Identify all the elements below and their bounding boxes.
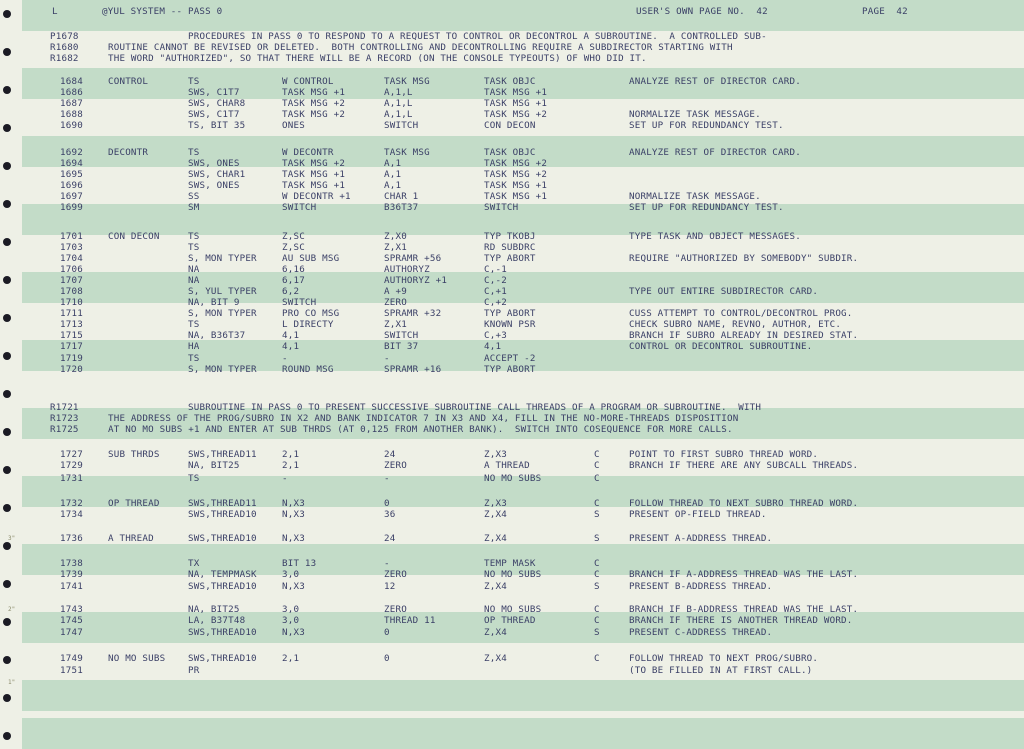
opcode: NA [188, 264, 200, 275]
address-a: PRO CO MSG [282, 308, 340, 319]
address-b: A,1 [384, 180, 402, 191]
remark: SET UP FOR REDUNDANCY TEST. [629, 120, 784, 131]
address-a: - [282, 353, 288, 364]
header-page-number: PAGE 42 [862, 6, 908, 17]
header-left: L [52, 6, 58, 17]
address-b: SPRAMR +32 [384, 308, 442, 319]
address-b: SPRAMR +16 [384, 364, 442, 375]
flag: C [594, 558, 600, 569]
line-number: 1688 [60, 109, 83, 120]
remark: SET UP FOR REDUNDANCY TEST. [629, 202, 784, 213]
address-b: ZERO [384, 297, 407, 308]
address-b: SWITCH [384, 120, 419, 131]
address-a: 6,17 [282, 275, 305, 286]
address-a: Z,SC [282, 242, 305, 253]
comment-text: THE WORD "AUTHORIZED", SO THAT THERE WILL BE A RECORD (ON THE CONSOLE TYPEOUTS) OF WHO DID IT. [108, 53, 647, 64]
address-a: TASK MSG +1 [282, 169, 346, 180]
address-b: TASK MSG [384, 147, 430, 158]
location-label: SUB THRDS [108, 449, 160, 460]
line-number: 1720 [60, 364, 83, 375]
address-c: TASK MSG +1 [484, 180, 548, 191]
opcode: SWS,THREAD10 [188, 627, 257, 638]
address-b: AUTHORYZ +1 [384, 275, 448, 286]
line-number: 1734 [60, 509, 83, 520]
remark: (TO BE FILLED IN AT FIRST CALL.) [629, 665, 813, 676]
header-system: @YUL SYSTEM -- PASS 0 [102, 6, 223, 17]
comment-text: SUBROUTINE IN PASS 0 TO PRESENT SUCCESSIVE SUBROUTINE CALL THREADS OF A PROGRAM OR SUBROUTINE. WITH [188, 402, 762, 413]
opcode: NA, TEMPMASK [188, 569, 257, 580]
address-b: 0 [384, 653, 390, 664]
address-c: OP THREAD [484, 615, 536, 626]
line-number: R1723 [50, 413, 79, 424]
header-user-page: USER'S OWN PAGE NO. 42 [636, 6, 768, 17]
opcode: TS [188, 242, 200, 253]
line-number: 1719 [60, 353, 83, 364]
flag: S [594, 627, 600, 638]
address-a: N,X3 [282, 627, 305, 638]
remark: BRANCH IF B-ADDRESS THREAD WAS THE LAST. [629, 604, 859, 615]
line-number: 1732 [60, 498, 83, 509]
address-c: CON DECON [484, 120, 536, 131]
line-number: R1725 [50, 424, 79, 435]
address-a: SWITCH [282, 202, 317, 213]
line-number: 1707 [60, 275, 83, 286]
address-b: SPRAMR +56 [384, 253, 442, 264]
address-c: TYP TKOBJ [484, 231, 536, 242]
feed-hole-icon [3, 694, 11, 702]
line-number: 1687 [60, 98, 83, 109]
address-a: 3,0 [282, 604, 300, 615]
remark: BRANCH IF THERE IS ANOTHER THREAD WORD. [629, 615, 853, 626]
feed-hole-icon [3, 504, 11, 512]
address-c: Z,X4 [484, 653, 507, 664]
location-label: NO MO SUBS [108, 653, 166, 664]
address-a: ROUND MSG [282, 364, 334, 375]
opcode: NA, BIT25 [188, 460, 240, 471]
remark: TYPE OUT ENTIRE SUBDIRECTOR CARD. [629, 286, 819, 297]
opcode: SWS, CHAR8 [188, 98, 246, 109]
feed-hole-icon [3, 10, 11, 18]
location-label: CON DECON [108, 231, 160, 242]
line-number: 1692 [60, 147, 83, 158]
address-c: C,-1 [484, 264, 507, 275]
line-number: R1680 [50, 42, 79, 53]
paper-stripe [22, 680, 1024, 711]
address-b: 24 [384, 449, 396, 460]
line-number: 1736 [60, 533, 83, 544]
address-b: TASK MSG [384, 76, 430, 87]
line-number: 1749 [60, 653, 83, 664]
line-number: R1721 [50, 402, 79, 413]
address-c: Z,X3 [484, 498, 507, 509]
line-number: 1711 [60, 308, 83, 319]
address-a: TASK MSG +1 [282, 180, 346, 191]
line-number: 1747 [60, 627, 83, 638]
location-label: OP THREAD [108, 498, 160, 509]
address-b: ZERO [384, 460, 407, 471]
opcode: TS [188, 319, 200, 330]
line-number: R1682 [50, 53, 79, 64]
line-number: 1699 [60, 202, 83, 213]
remark: PRESENT C-ADDRESS THREAD. [629, 627, 773, 638]
feed-hole-icon [3, 656, 11, 664]
feed-hole-icon [3, 200, 11, 208]
opcode: NA, B36T37 [188, 330, 246, 341]
address-b: - [384, 353, 390, 364]
address-c: KNOWN PSR [484, 319, 536, 330]
address-a: TASK MSG +2 [282, 98, 346, 109]
remark: PRESENT OP-FIELD THREAD. [629, 509, 767, 520]
opcode: TX [188, 558, 200, 569]
address-b: A,1,L [384, 87, 413, 98]
comment-text: AT NO MO SUBS +1 AND ENTER AT SUB THRDS (AT 0,125 FROM ANOTHER BANK). SWITCH INTO COSEQUENCE FOR MORE CALLS. [108, 424, 733, 435]
opcode: TS [188, 231, 200, 242]
line-number: 1751 [60, 665, 83, 676]
paper-stripe [22, 272, 1024, 303]
address-a: N,X3 [282, 581, 305, 592]
remark: NORMALIZE TASK MESSAGE. [629, 109, 761, 120]
opcode: TS, BIT 35 [188, 120, 246, 131]
opcode: SWS,THREAD10 [188, 653, 257, 664]
address-b: A,1 [384, 158, 402, 169]
address-c: Z,X4 [484, 627, 507, 638]
address-c: TASK OBJC [484, 147, 536, 158]
address-c: A THREAD [484, 460, 530, 471]
feed-hole-icon [3, 352, 11, 360]
address-c: TYP ABORT [484, 364, 536, 375]
line-number: 1695 [60, 169, 83, 180]
address-c: C,+2 [484, 297, 507, 308]
address-c: TASK MSG +2 [484, 158, 548, 169]
feed-hole-icon [3, 428, 11, 436]
address-c: TYP ABORT [484, 308, 536, 319]
opcode: TS [188, 76, 200, 87]
opcode: S, YUL TYPER [188, 286, 257, 297]
line-number: 1738 [60, 558, 83, 569]
address-a: W DECONTR +1 [282, 191, 351, 202]
remark: ANALYZE REST OF DIRECTOR CARD. [629, 76, 801, 87]
address-b: Z,X1 [384, 319, 407, 330]
address-b: Z,X0 [384, 231, 407, 242]
opcode: S, MON TYPER [188, 308, 257, 319]
comment-text: ROUTINE CANNOT BE REVISED OR DELETED. BOTH CONTROLLING AND DECONTROLLING REQUIRE A SUBDIRECTOR STARTING WITH [108, 42, 733, 53]
flag: C [594, 449, 600, 460]
remark: REQUIRE "AUTHORIZED BY SOMEBODY" SUBDIR. [629, 253, 859, 264]
remark: BRANCH IF A-ADDRESS THREAD WAS THE LAST. [629, 569, 859, 580]
opcode: SWS,THREAD10 [188, 533, 257, 544]
line-number: 1694 [60, 158, 83, 169]
flag: C [594, 615, 600, 626]
location-label: DECONTR [108, 147, 149, 158]
line-number: 1706 [60, 264, 83, 275]
opcode: SWS, CHAR1 [188, 169, 246, 180]
address-b: A,1 [384, 169, 402, 180]
opcode: S, MON TYPER [188, 364, 257, 375]
address-a: N,X3 [282, 498, 305, 509]
address-b: A,1,L [384, 98, 413, 109]
address-c: TASK OBJC [484, 76, 536, 87]
address-b: 12 [384, 581, 396, 592]
address-c: NO MO SUBS [484, 569, 542, 580]
line-number: 1713 [60, 319, 83, 330]
address-c: SWITCH [484, 202, 519, 213]
address-a: 6,16 [282, 264, 305, 275]
opcode: LA, B37T48 [188, 615, 246, 626]
line-number: 1703 [60, 242, 83, 253]
address-a: N,X3 [282, 509, 305, 520]
address-a: W CONTROL [282, 76, 334, 87]
feed-hole-icon [3, 314, 11, 322]
opcode: TS [188, 147, 200, 158]
address-b: - [384, 558, 390, 569]
feed-hole-icon [3, 124, 11, 132]
feed-hole-icon [3, 466, 11, 474]
flag: S [594, 581, 600, 592]
address-c: C,+3 [484, 330, 507, 341]
opcode: SWS, ONES [188, 180, 240, 191]
address-a: 3,0 [282, 615, 300, 626]
address-b: A +9 [384, 286, 407, 297]
comment-text: THE ADDRESS OF THE PROG/SUBRO IN X2 AND BANK INDICATOR 7 IN X3 AND X4, FILL IN THE NO-MORE-THREADS DISPOSITION [108, 413, 739, 424]
comment-text: PROCEDURES IN PASS 0 TO RESPOND TO A REQUEST TO CONTROL OR DECONTROL A SUBROUTINE. A CONTROLLED SUB- [188, 31, 767, 42]
line-number: 1717 [60, 341, 83, 352]
line-number: 1731 [60, 473, 83, 484]
opcode: SWS,THREAD11 [188, 498, 257, 509]
address-b: B36T37 [384, 202, 419, 213]
address-b: A,1,L [384, 109, 413, 120]
address-a: ONES [282, 120, 305, 131]
feed-hole-icon [3, 390, 11, 398]
opcode: SWS,THREAD11 [188, 449, 257, 460]
feed-hole-icon [3, 86, 11, 94]
address-a: BIT 13 [282, 558, 317, 569]
address-c: Z,X3 [484, 449, 507, 460]
flag: S [594, 509, 600, 520]
address-b: ZERO [384, 569, 407, 580]
line-number: 1697 [60, 191, 83, 202]
line-number: 1729 [60, 460, 83, 471]
line-number: 1701 [60, 231, 83, 242]
flag: S [594, 533, 600, 544]
opcode: NA, BIT 9 [188, 297, 240, 308]
line-number: 1708 [60, 286, 83, 297]
address-c: TASK MSG +1 [484, 98, 548, 109]
flag: C [594, 569, 600, 580]
opcode: TS [188, 353, 200, 364]
line-number: 1686 [60, 87, 83, 98]
remark: PRESENT B-ADDRESS THREAD. [629, 581, 773, 592]
opcode: SWS,THREAD10 [188, 581, 257, 592]
feed-hole-icon [3, 162, 11, 170]
remark: BRANCH IF SUBRO ALREADY IN DESIRED STAT. [629, 330, 859, 341]
address-a: SWITCH [282, 297, 317, 308]
address-b: ZERO [384, 604, 407, 615]
line-number: P1678 [50, 31, 79, 42]
opcode: SM [188, 202, 200, 213]
address-a: TASK MSG +2 [282, 158, 346, 169]
address-c: TEMP MASK [484, 558, 536, 569]
margin-mark: 3" [8, 535, 16, 542]
address-b: THREAD 11 [384, 615, 436, 626]
address-c: TASK MSG +2 [484, 169, 548, 180]
address-a: 4,1 [282, 341, 300, 352]
address-a: TASK MSG +1 [282, 87, 346, 98]
address-c: TASK MSG +1 [484, 87, 548, 98]
address-b: AUTHORYZ [384, 264, 430, 275]
remark: POINT TO FIRST SUBRO THREAD WORD. [629, 449, 819, 460]
address-c: TYP ABORT [484, 253, 536, 264]
line-number: 1696 [60, 180, 83, 191]
remark: ANALYZE REST OF DIRECTOR CARD. [629, 147, 801, 158]
feed-hole-icon [3, 732, 11, 740]
flag: C [594, 460, 600, 471]
address-a: W DECONTR [282, 147, 334, 158]
address-b: 0 [384, 498, 390, 509]
flag: C [594, 473, 600, 484]
address-c: TASK MSG +2 [484, 109, 548, 120]
remark: NORMALIZE TASK MESSAGE. [629, 191, 761, 202]
opcode: SWS,THREAD10 [188, 509, 257, 520]
line-number: 1743 [60, 604, 83, 615]
line-number: 1741 [60, 581, 83, 592]
address-a: L DIRECTY [282, 319, 334, 330]
opcode: SWS, ONES [188, 158, 240, 169]
feed-hole-icon [3, 48, 11, 56]
address-c: 4,1 [484, 341, 502, 352]
opcode: PR [188, 665, 200, 676]
address-a: TASK MSG +2 [282, 109, 346, 120]
address-c: NO MO SUBS [484, 473, 542, 484]
address-c: C,+1 [484, 286, 507, 297]
address-b: 24 [384, 533, 396, 544]
address-c: Z,X4 [484, 533, 507, 544]
feed-hole-icon [3, 238, 11, 246]
feed-hole-icon [3, 542, 11, 550]
opcode: NA, BIT25 [188, 604, 240, 615]
address-b: BIT 37 [384, 341, 419, 352]
address-c: ACCEPT -2 [484, 353, 536, 364]
address-b: 36 [384, 509, 396, 520]
address-a: Z,SC [282, 231, 305, 242]
address-b: 0 [384, 627, 390, 638]
opcode: NA [188, 275, 200, 286]
address-a: N,X3 [282, 533, 305, 544]
remark: FOLLOW THREAD TO NEXT PROG/SUBRO. [629, 653, 819, 664]
address-a: 3,0 [282, 569, 300, 580]
line-number: 1690 [60, 120, 83, 131]
opcode: TS [188, 473, 200, 484]
remark: BRANCH IF THERE ARE ANY SUBCALL THREADS. [629, 460, 859, 471]
paper-stripe [22, 718, 1024, 749]
tractor-feed-strip [0, 0, 16, 749]
address-c: C,-2 [484, 275, 507, 286]
line-number: 1704 [60, 253, 83, 264]
opcode: SWS, C1T7 [188, 109, 240, 120]
address-c: RD SUBDRC [484, 242, 536, 253]
remark: CONTROL OR DECONTROL SUBROUTINE. [629, 341, 813, 352]
feed-hole-icon [3, 618, 11, 626]
address-c: NO MO SUBS [484, 604, 542, 615]
address-b: CHAR 1 [384, 191, 419, 202]
remark: PRESENT A-ADDRESS THREAD. [629, 533, 773, 544]
opcode: SWS, C1T7 [188, 87, 240, 98]
address-a: 2,1 [282, 653, 300, 664]
line-number: 1710 [60, 297, 83, 308]
feed-hole-icon [3, 580, 11, 588]
opcode: SS [188, 191, 200, 202]
line-number: 1745 [60, 615, 83, 626]
location-label: A THREAD [108, 533, 154, 544]
remark: CUSS ATTEMPT TO CONTROL/DECONTROL PROG. [629, 308, 853, 319]
remark: FOLLOW THREAD TO NEXT SUBRO THREAD WORD. [629, 498, 859, 509]
line-number: 1727 [60, 449, 83, 460]
line-number: 1715 [60, 330, 83, 341]
feed-hole-icon [3, 276, 11, 284]
opcode: S, MON TYPER [188, 253, 257, 264]
margin-mark: 2" [8, 606, 16, 613]
flag: C [594, 604, 600, 615]
address-a: 2,1 [282, 449, 300, 460]
remark: CHECK SUBRO NAME, REVNO, AUTHOR, ETC. [629, 319, 842, 330]
address-b: SWITCH [384, 330, 419, 341]
location-label: CONTROL [108, 76, 149, 87]
address-a: 4,1 [282, 330, 300, 341]
address-b: - [384, 473, 390, 484]
address-c: TASK MSG +1 [484, 191, 548, 202]
address-c: Z,X4 [484, 509, 507, 520]
margin-mark: 1" [8, 679, 16, 686]
address-a: 2,1 [282, 460, 300, 471]
flag: C [594, 498, 600, 509]
opcode: HA [188, 341, 200, 352]
flag: C [594, 653, 600, 664]
address-c: Z,X4 [484, 581, 507, 592]
line-number: 1739 [60, 569, 83, 580]
line-number: 1684 [60, 76, 83, 87]
address-b: Z,X1 [384, 242, 407, 253]
address-a: AU SUB MSG [282, 253, 340, 264]
remark: TYPE TASK AND OBJECT MESSAGES. [629, 231, 801, 242]
address-a: - [282, 473, 288, 484]
address-a: 6,2 [282, 286, 300, 297]
